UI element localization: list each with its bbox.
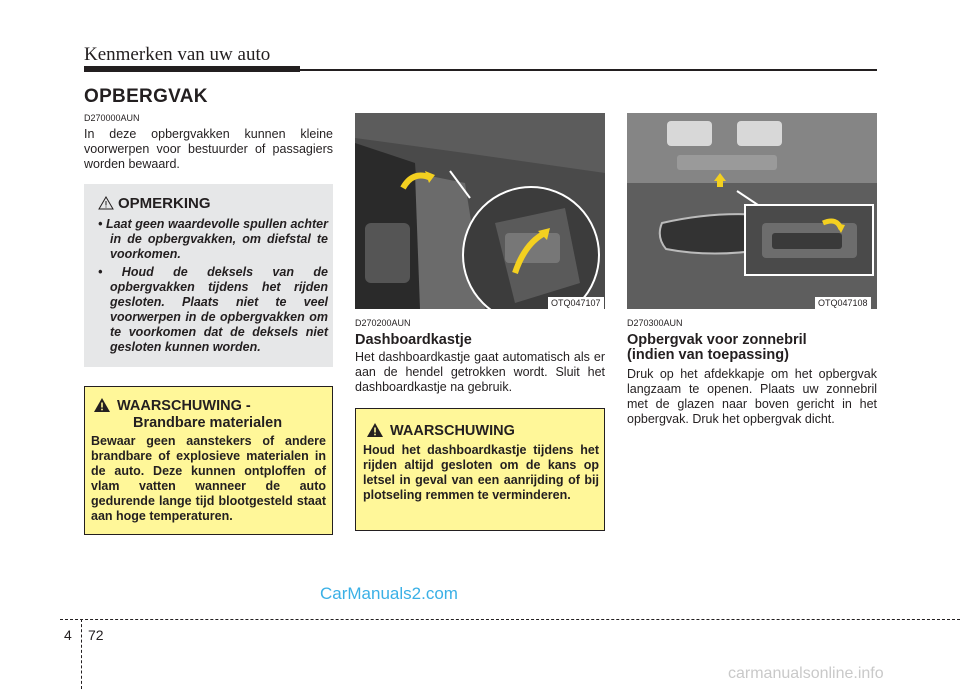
warning-title: WAARSCHUWING	[390, 423, 515, 439]
section-intro-text: In deze opbergvakken kunnen kleine voorwerpen voor bestuurder of passagiers worden bewaard.	[84, 127, 333, 171]
sunglass-text: Druk op het afdekkapje om het opbergvak langzaam te openen. Plaats uw zonnebril met de glazen naar boven gericht in het opbergvak. Druk het opbergvak dicht.	[627, 367, 877, 426]
note-box	[84, 184, 333, 367]
running-header: Kenmerken van uw auto	[84, 44, 271, 65]
watermark-bottom: carmanualsonline.info	[728, 665, 884, 682]
warning-triangle-icon	[93, 397, 111, 418]
sunglass-image-caption: OTQ047108	[815, 297, 871, 309]
glovebox-image-caption: OTQ047107	[548, 297, 604, 309]
note-list	[90, 217, 328, 358]
chapter-number: 4	[64, 627, 72, 643]
warning-triangle-icon	[366, 422, 384, 443]
sunglass-subtitle: (indien van toepassing)	[627, 347, 789, 363]
note-item: • Houd de deksels van de opbergvakken tijdens het rijden gesloten. Plaats niet te veel voorwerpen in de opbergvakken om te voorkomen dat de deksels niet gesloten kunnen worden.	[98, 265, 328, 354]
warning-text: Bewaar geen aanstekers of andere brandbare of explosieve materialen in de auto. Deze kunnen ontploffen of vlam vatten wanneer de auto gedurende lange tijd blootgesteld staat aan hoge temperaturen.	[91, 434, 326, 523]
glovebox-text: Het dashboardkastje gaat automatisch als er aan de hendel getrokken wordt. Sluit het dashboardkastje na gebruik.	[355, 350, 605, 394]
warning-box-glovebox	[355, 408, 605, 531]
note-item: • Laat geen waardevolle spullen achter in de opbergvakken, om diefstal te voorkomen.	[98, 217, 329, 261]
note-title: OPMERKING	[118, 195, 211, 212]
glovebox-title: Dashboardkastje	[355, 332, 472, 348]
warning-box-flammable	[84, 386, 333, 535]
warning-text: Houd het dashboardkastje tijdens het rijden altijd gesloten om de kans op letsel in geval van een aanrijding of bij plotseling remmen te verminderen.	[363, 443, 599, 502]
header-rule-thin	[300, 69, 877, 71]
sunglass-holder-photo	[627, 113, 877, 309]
glovebox-photo	[355, 113, 605, 309]
sunglass-title: Opbergvak voor zonnebril	[627, 332, 807, 348]
page-number: 72	[88, 627, 104, 643]
header-rule-thick	[84, 66, 300, 72]
warning-title: WAARSCHUWING -	[117, 398, 251, 414]
watermark-top: CarManuals2.com	[320, 584, 458, 603]
sunglass-code: D270300AUN	[627, 318, 683, 328]
glovebox-code: D270200AUN	[355, 318, 411, 328]
section-title: OPBERGVAK	[84, 86, 208, 107]
section-code: D270000AUN	[84, 113, 140, 123]
footer-rule	[60, 619, 960, 620]
warning-subtitle: Brandbare materialen	[133, 415, 283, 431]
footer-divider	[81, 619, 82, 689]
caution-triangle-icon	[98, 196, 114, 215]
